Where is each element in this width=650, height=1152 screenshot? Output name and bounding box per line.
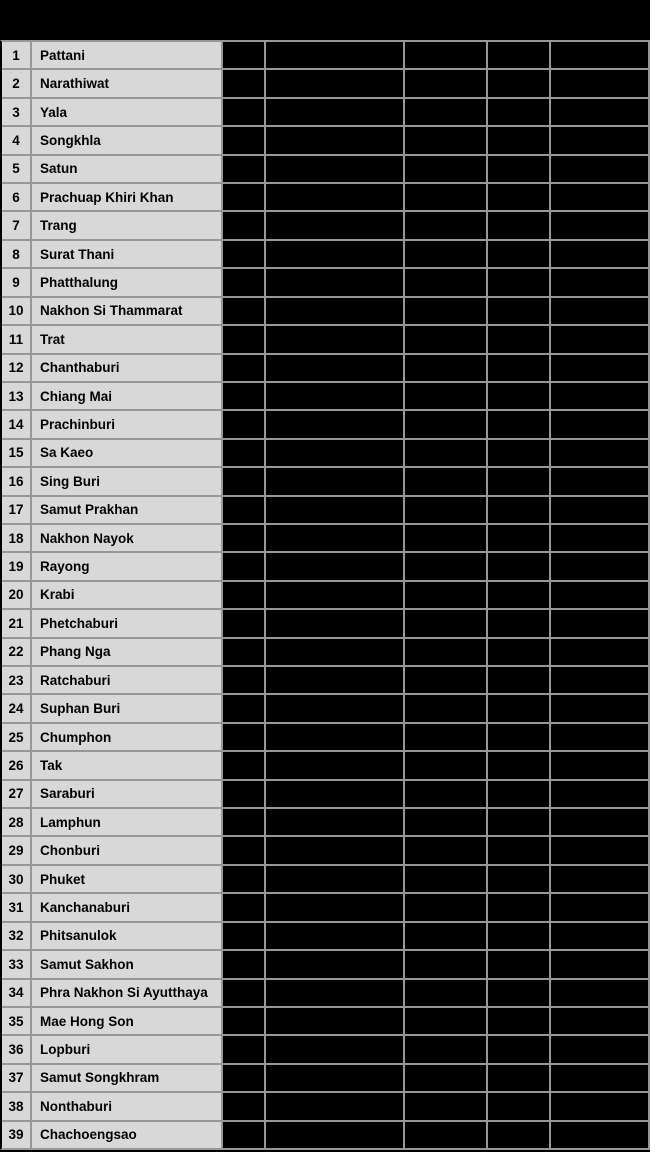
data-cell [488, 951, 549, 977]
province-name-cell: Nonthaburi [32, 1093, 221, 1119]
row-number-cell: 8 [2, 241, 30, 267]
row-number-cell: 18 [2, 525, 30, 551]
data-cell [488, 923, 549, 949]
row-number-cell: 3 [2, 99, 30, 125]
data-cell [551, 440, 648, 466]
data-cell [223, 184, 264, 210]
data-cell [488, 42, 549, 68]
province-name-cell: Chanthaburi [32, 355, 221, 381]
data-cell [223, 781, 264, 807]
province-name-cell: Phitsanulok [32, 923, 221, 949]
data-cell [488, 241, 549, 267]
data-cell [405, 497, 486, 523]
row-number-cell: 27 [2, 781, 30, 807]
data-cell [551, 383, 648, 409]
data-cell [405, 951, 486, 977]
data-cell [405, 837, 486, 863]
province-name-cell: Chonburi [32, 837, 221, 863]
data-cell [405, 610, 486, 636]
data-cell [405, 582, 486, 608]
data-cell [488, 1008, 549, 1034]
data-cell [223, 724, 264, 750]
data-cell [223, 695, 264, 721]
data-cell [223, 468, 264, 494]
data-cell [223, 923, 264, 949]
row-number-cell: 30 [2, 866, 30, 892]
province-name-cell: Chiang Mai [32, 383, 221, 409]
row-number-cell: 38 [2, 1093, 30, 1119]
row-number-cell: 39 [2, 1122, 30, 1148]
data-cell [551, 184, 648, 210]
data-cell [405, 355, 486, 381]
data-cell [223, 497, 264, 523]
data-cell [551, 241, 648, 267]
data-cell [223, 156, 264, 182]
data-cell [551, 70, 648, 96]
data-cell [488, 1065, 549, 1091]
data-cell [405, 326, 486, 352]
data-cell [223, 42, 264, 68]
data-cell [551, 582, 648, 608]
row-number-cell: 13 [2, 383, 30, 409]
data-cell [551, 468, 648, 494]
data-cell [551, 1036, 648, 1062]
data-cell [266, 298, 403, 324]
data-cell [405, 99, 486, 125]
data-cell [223, 241, 264, 267]
data-cell [405, 383, 486, 409]
data-cell [405, 411, 486, 437]
province-name-cell: Ratchaburi [32, 667, 221, 693]
data-cell [405, 1008, 486, 1034]
data-cell [223, 1122, 264, 1148]
province-name-cell: Samut Songkhram [32, 1065, 221, 1091]
row-number-cell: 37 [2, 1065, 30, 1091]
data-cell [405, 1065, 486, 1091]
row-number-cell: 10 [2, 298, 30, 324]
data-cell [551, 212, 648, 238]
data-cell [488, 1036, 549, 1062]
data-cell [266, 639, 403, 665]
data-cell [223, 127, 264, 153]
data-cell [551, 269, 648, 295]
data-cell [551, 667, 648, 693]
data-cell [405, 809, 486, 835]
data-cell [223, 866, 264, 892]
data-cell [488, 99, 549, 125]
province-name-cell: Yala [32, 99, 221, 125]
data-cell [223, 667, 264, 693]
row-number-cell: 33 [2, 951, 30, 977]
row-number-cell: 9 [2, 269, 30, 295]
row-number-cell: 35 [2, 1008, 30, 1034]
data-cell [223, 269, 264, 295]
data-cell [266, 497, 403, 523]
data-cell [266, 894, 403, 920]
data-cell [551, 42, 648, 68]
data-cell [266, 70, 403, 96]
province-name-cell: Suphan Buri [32, 695, 221, 721]
data-cell [405, 1036, 486, 1062]
data-cell [405, 212, 486, 238]
data-cell [488, 212, 549, 238]
data-cell [405, 298, 486, 324]
data-cell [488, 610, 549, 636]
data-cell [223, 1008, 264, 1034]
data-cell [551, 1008, 648, 1034]
data-cell [223, 980, 264, 1006]
data-cell [551, 1122, 648, 1148]
province-name-cell: Prachuap Khiri Khan [32, 184, 221, 210]
province-name-cell: Samut Prakhan [32, 497, 221, 523]
data-cell [266, 241, 403, 267]
province-name-cell: Sing Buri [32, 468, 221, 494]
data-cell [266, 468, 403, 494]
row-number-cell: 36 [2, 1036, 30, 1062]
province-name-cell: Nakhon Nayok [32, 525, 221, 551]
row-number-cell: 7 [2, 212, 30, 238]
row-number-cell: 15 [2, 440, 30, 466]
province-name-cell: Pattani [32, 42, 221, 68]
data-cell [488, 1122, 549, 1148]
data-cell [488, 440, 549, 466]
data-cell [223, 809, 264, 835]
province-name-cell: Chumphon [32, 724, 221, 750]
province-name-cell: Kanchanaburi [32, 894, 221, 920]
province-name-cell: Krabi [32, 582, 221, 608]
data-cell [551, 980, 648, 1006]
data-cell [223, 298, 264, 324]
province-name-cell: Songkhla [32, 127, 221, 153]
province-name-cell: Rayong [32, 553, 221, 579]
data-cell [266, 610, 403, 636]
province-name-cell: Mae Hong Son [32, 1008, 221, 1034]
data-cell [488, 752, 549, 778]
data-cell [488, 781, 549, 807]
row-number-cell: 23 [2, 667, 30, 693]
data-cell [266, 809, 403, 835]
data-cell [266, 1008, 403, 1034]
data-cell [551, 866, 648, 892]
data-cell [488, 355, 549, 381]
data-cell [405, 42, 486, 68]
row-number-cell: 28 [2, 809, 30, 835]
province-name-cell: Surat Thani [32, 241, 221, 267]
data-cell [551, 894, 648, 920]
data-cell [551, 809, 648, 835]
data-cell [266, 752, 403, 778]
data-cell [266, 184, 403, 210]
data-cell [405, 695, 486, 721]
data-cell [551, 127, 648, 153]
data-cell [405, 553, 486, 579]
data-cell [488, 269, 549, 295]
data-cell [223, 837, 264, 863]
row-number-cell: 2 [2, 70, 30, 96]
province-name-cell: Samut Sakhon [32, 951, 221, 977]
data-cell [223, 894, 264, 920]
data-cell [223, 610, 264, 636]
province-table [0, 40, 650, 1150]
data-cell [551, 553, 648, 579]
data-cell [488, 837, 549, 863]
data-cell [405, 156, 486, 182]
data-cell [405, 639, 486, 665]
data-cell [551, 837, 648, 863]
data-cell [223, 1036, 264, 1062]
data-cell [266, 1122, 403, 1148]
province-name-cell: Lamphun [32, 809, 221, 835]
data-cell [488, 553, 549, 579]
data-cell [405, 525, 486, 551]
data-cell [488, 497, 549, 523]
row-number-cell: 31 [2, 894, 30, 920]
row-number-cell: 17 [2, 497, 30, 523]
data-cell [266, 42, 403, 68]
row-number-cell: 21 [2, 610, 30, 636]
province-name-cell: Nakhon Si Thammarat [32, 298, 221, 324]
data-cell [551, 497, 648, 523]
data-cell [223, 752, 264, 778]
data-cell [405, 866, 486, 892]
row-number-cell: 16 [2, 468, 30, 494]
province-name-cell: Trat [32, 326, 221, 352]
province-name-cell: Lopburi [32, 1036, 221, 1062]
data-cell [551, 695, 648, 721]
data-cell [223, 582, 264, 608]
data-cell [405, 667, 486, 693]
data-cell [488, 582, 549, 608]
data-cell [266, 923, 403, 949]
data-cell [551, 724, 648, 750]
data-cell [266, 724, 403, 750]
data-cell [266, 951, 403, 977]
data-cell [266, 525, 403, 551]
data-cell [266, 355, 403, 381]
data-cell [551, 411, 648, 437]
data-cell [266, 695, 403, 721]
data-cell [266, 1065, 403, 1091]
data-cell [488, 468, 549, 494]
province-name-cell: Saraburi [32, 781, 221, 807]
data-cell [488, 411, 549, 437]
data-cell [266, 127, 403, 153]
row-number-cell: 25 [2, 724, 30, 750]
header-band [0, 0, 650, 40]
row-number-cell: 24 [2, 695, 30, 721]
data-cell [223, 951, 264, 977]
data-cell [266, 411, 403, 437]
data-cell [223, 553, 264, 579]
data-cell [405, 724, 486, 750]
data-cell [223, 212, 264, 238]
data-cell [405, 1122, 486, 1148]
data-cell [488, 980, 549, 1006]
row-number-cell: 32 [2, 923, 30, 949]
data-cell [488, 667, 549, 693]
data-cell [488, 1093, 549, 1119]
row-number-cell: 34 [2, 980, 30, 1006]
data-cell [488, 184, 549, 210]
province-name-cell: Phetchaburi [32, 610, 221, 636]
province-name-cell: Satun [32, 156, 221, 182]
province-name-cell: Phang Nga [32, 639, 221, 665]
data-cell [266, 269, 403, 295]
data-cell [551, 525, 648, 551]
data-cell [405, 70, 486, 96]
data-cell [551, 610, 648, 636]
province-name-cell: Narathiwat [32, 70, 221, 96]
data-cell [405, 1093, 486, 1119]
data-cell [488, 156, 549, 182]
data-cell [405, 440, 486, 466]
data-cell [266, 980, 403, 1006]
row-number-cell: 22 [2, 639, 30, 665]
row-number-cell: 11 [2, 326, 30, 352]
data-cell [488, 70, 549, 96]
data-cell [223, 326, 264, 352]
data-cell [488, 894, 549, 920]
data-cell [551, 951, 648, 977]
data-cell [266, 212, 403, 238]
data-cell [223, 1093, 264, 1119]
data-cell [488, 724, 549, 750]
data-cell [266, 866, 403, 892]
data-cell [405, 184, 486, 210]
data-cell [405, 980, 486, 1006]
data-cell [405, 894, 486, 920]
data-cell [266, 1036, 403, 1062]
row-number-cell: 14 [2, 411, 30, 437]
data-cell [551, 326, 648, 352]
data-cell [405, 468, 486, 494]
data-cell [266, 582, 403, 608]
data-cell [551, 639, 648, 665]
data-cell [551, 923, 648, 949]
data-cell [488, 695, 549, 721]
data-cell [266, 837, 403, 863]
province-name-cell: Tak [32, 752, 221, 778]
data-cell [405, 127, 486, 153]
data-cell [405, 752, 486, 778]
data-cell [266, 667, 403, 693]
data-cell [405, 923, 486, 949]
province-name-cell: Chachoengsao [32, 1122, 221, 1148]
data-cell [488, 127, 549, 153]
data-cell [551, 752, 648, 778]
data-cell [266, 781, 403, 807]
province-name-cell: Prachinburi [32, 411, 221, 437]
data-cell [266, 156, 403, 182]
data-cell [488, 525, 549, 551]
row-number-cell: 26 [2, 752, 30, 778]
row-number-cell: 19 [2, 553, 30, 579]
data-cell [488, 298, 549, 324]
data-cell [223, 639, 264, 665]
data-cell [223, 525, 264, 551]
province-name-cell: Sa Kaeo [32, 440, 221, 466]
data-cell [266, 553, 403, 579]
row-number-cell: 29 [2, 837, 30, 863]
row-number-cell: 20 [2, 582, 30, 608]
row-number-cell: 5 [2, 156, 30, 182]
data-cell [223, 411, 264, 437]
data-cell [488, 326, 549, 352]
data-cell [551, 1093, 648, 1119]
data-cell [551, 1065, 648, 1091]
data-cell [223, 70, 264, 96]
data-cell [488, 383, 549, 409]
data-cell [405, 241, 486, 267]
row-number-cell: 4 [2, 127, 30, 153]
data-cell [551, 156, 648, 182]
data-cell [488, 866, 549, 892]
data-cell [266, 1093, 403, 1119]
data-cell [551, 781, 648, 807]
data-cell [488, 639, 549, 665]
data-cell [551, 298, 648, 324]
row-number-cell: 6 [2, 184, 30, 210]
data-cell [223, 355, 264, 381]
row-number-cell: 1 [2, 42, 30, 68]
province-name-cell: Phra Nakhon Si Ayutthaya [32, 980, 221, 1006]
data-cell [266, 99, 403, 125]
data-cell [223, 383, 264, 409]
data-cell [405, 781, 486, 807]
data-cell [266, 326, 403, 352]
row-number-cell: 12 [2, 355, 30, 381]
data-cell [488, 809, 549, 835]
data-cell [266, 440, 403, 466]
data-cell [223, 99, 264, 125]
province-name-cell: Phatthalung [32, 269, 221, 295]
data-cell [223, 440, 264, 466]
data-cell [405, 269, 486, 295]
data-cell [223, 1065, 264, 1091]
province-name-cell: Trang [32, 212, 221, 238]
province-name-cell: Phuket [32, 866, 221, 892]
data-cell [551, 99, 648, 125]
data-cell [266, 383, 403, 409]
data-cell [551, 355, 648, 381]
